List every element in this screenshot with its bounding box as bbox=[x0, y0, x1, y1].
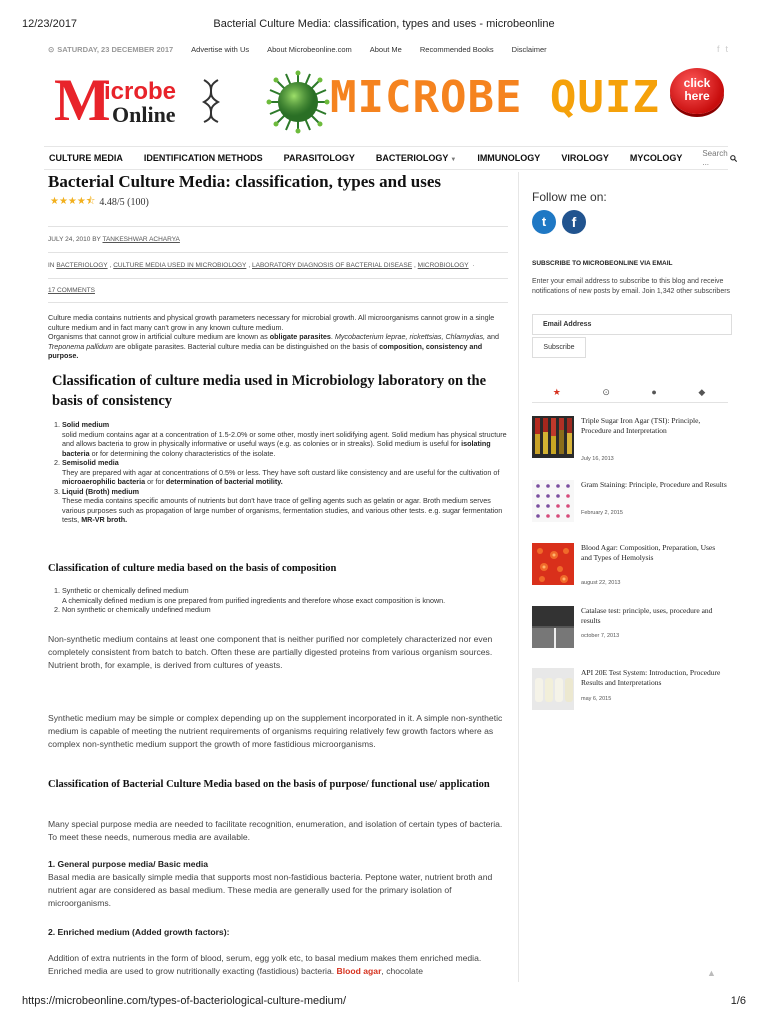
heading-purpose: Classification of Bacterial Culture Media based on the basis of purpose/ functional use/ application bbox=[48, 779, 490, 790]
twitter-icon[interactable]: t bbox=[725, 44, 728, 54]
print-page-number: 1/6 bbox=[730, 995, 746, 1007]
post-meta-categories: IN BACTERIOLOGY , CULTURE MEDIA USED IN MICROBIOLOGY , LABORATORY DIAGNOSIS OF BACTERIAL DISEASE , MICROBIOLOGY · bbox=[48, 262, 475, 269]
top-bar bbox=[48, 42, 728, 56]
facebook-icon[interactable]: f bbox=[716, 44, 720, 54]
divider bbox=[48, 252, 508, 253]
heading-consistency: Classification of culture media used in Microbiology laboratory on the basis of consistency bbox=[52, 373, 487, 410]
tab-recent[interactable]: ⊙ bbox=[602, 386, 610, 397]
sidebar-post[interactable]: Triple Sugar Iron Agar (TSI): Principle, Procedure and Interpretation July 16, 2013 bbox=[532, 416, 728, 464]
site-logo[interactable]: M icrobe Online bbox=[54, 74, 234, 134]
blood-agar-thumbnail bbox=[532, 543, 574, 585]
rating-stars-icon[interactable]: ★★★★⯪ bbox=[50, 196, 96, 207]
microbe-quiz-banner[interactable] bbox=[262, 66, 728, 146]
nav-immunology[interactable]: IMMUNOLOGY bbox=[477, 153, 541, 163]
composition-list: 1. Synthetic or chemically defined medium A chemically defined medium is one prepared from purified ingredients and therefore whose exact composition is known. 2. Non synthetic or chemically undefined medium bbox=[48, 586, 508, 615]
comments-link[interactable]: 17 COMMENTS bbox=[48, 287, 95, 294]
nav-identification-methods[interactable]: IDENTIFICATION METHODS bbox=[143, 153, 263, 163]
topbar-link-about-me[interactable]: About Me bbox=[369, 44, 402, 54]
main-nav bbox=[44, 146, 728, 170]
email-field[interactable]: Email Address bbox=[532, 314, 732, 335]
api-20e-thumbnail bbox=[532, 668, 574, 710]
purpose-intro: Many special purpose media are needed to facilitate recognition, enumeration, and isolation of certain types of bacteria. To meet these needs, numerous media are available. bbox=[48, 819, 503, 842]
enriched-paragraph: Addition of extra nutrients in the form of blood, serum, egg yolk etc, to basal medium makes them enriched media. Enriched media are used to grow nutritionally exacting (fastidious) bacteria. Blood agar, chocolate bbox=[48, 953, 482, 976]
sidebar-post[interactable]: Blood Agar: Composition, Preparation, Uses and Types of Hemolysis august 22, 2013 bbox=[532, 543, 728, 591]
chevron-down-icon: ▼ bbox=[450, 157, 457, 163]
nav-bacteriology[interactable]: BACTERIOLOGY ▼ bbox=[375, 153, 457, 163]
divider bbox=[48, 302, 508, 303]
tab-popular[interactable]: ★ bbox=[552, 386, 561, 397]
twitter-icon[interactable]: t bbox=[532, 210, 556, 234]
gram-stain-thumbnail bbox=[532, 480, 574, 522]
search-icon[interactable] bbox=[730, 154, 737, 163]
nav-mycology[interactable]: MYCOLOGY bbox=[629, 153, 683, 163]
subscribe-description: Enter your email address to subscribe to this blog and receive notifications of new posts by email. Join 1,342 other subscribers bbox=[532, 278, 731, 295]
synthetic-paragraph: Synthetic medium may be simple or complex depending up on the supplement incorporated in it. A simple non-synthetic medium is capable of meeting the nutrient requirements of organisms requiring relatively few growth factors where as complex non-synthetic medium support the growth of more fastidious microorganisms. bbox=[48, 713, 503, 749]
virus-icon bbox=[266, 70, 330, 134]
print-date: 12/23/2017 bbox=[22, 18, 78, 30]
topbar-link-advertise[interactable]: Advertise with Us bbox=[191, 44, 250, 54]
topbar-social bbox=[717, 44, 728, 54]
post-title: Bacterial Culture Media: classification, types and uses bbox=[48, 172, 442, 191]
heading-composition: Classification of culture media based on the basis of composition bbox=[48, 563, 337, 574]
author-link[interactable]: TANKESHWAR ACHARYA bbox=[102, 236, 180, 243]
post-rating[interactable]: ★★★★⯪ 4.48/5 (100) bbox=[50, 194, 149, 211]
nav-virology[interactable]: VIROLOGY bbox=[561, 153, 609, 163]
topbar-link-about-site[interactable]: About Microbeonline.com bbox=[267, 44, 352, 54]
clock-icon: ⊙ bbox=[48, 44, 55, 54]
tab-tags[interactable]: ◆ bbox=[698, 386, 706, 397]
topbar-link-disclaimer[interactable]: Disclaimer bbox=[511, 44, 547, 54]
nav-parasitology[interactable]: PARASITOLOGY bbox=[283, 153, 355, 163]
blood-agar-link[interactable]: Blood agar bbox=[336, 965, 382, 976]
nonsynthetic-paragraph: Non-synthetic medium contains at least one component that is neither purified nor completely characterized nor even completely consistent from batch to batch. Often these are partially digested proteins from various organism sources. Nutrient broth, for example, is derived from cultures of yeasts. bbox=[48, 634, 493, 670]
catalase-test-thumbnail bbox=[532, 606, 574, 648]
category-link[interactable]: CULTURE MEDIA USED IN MICROBIOLOGY bbox=[113, 262, 247, 269]
sidebar-tabs bbox=[532, 384, 726, 400]
sidebar-post[interactable]: API 20E Test System: Introduction, Procedure Results and Interpretations may 6, 2015 bbox=[532, 668, 728, 716]
category-link[interactable]: BACTERIOLOGY bbox=[56, 262, 108, 269]
category-link[interactable]: MICROBIOLOGY bbox=[417, 262, 469, 269]
consistency-list: 1. Solid medium solid medium contains agar at a concentration of 1.5-2.0% or some other, mostly inert solidifying agent. Solid medium has physical structure and allows bacteria to grow in physically informative or useful ways (e.g. as colonies or in streaks). Solid medium is useful for isolating bacteria or for determining the colony characteristics of the isolate. 2. Semisolid media They are prepared with agar at concentrations of 0.5% or less. They have soft custard like consistency and are useful for the cultivation of microaerophilic bacteria or for determination of bacterial motility. 3. Liquid (Broth) medium These media contains specific amounts of nutrients but don't have trace of gelling agents such as gelatin or agar. Broth medium serves various purposes such as propagation of large number of organisms, fermentation studies, and various other tests. e.g. sugar fermentation tests, MR-VR broth. bbox=[48, 420, 508, 525]
facebook-icon[interactable]: f bbox=[562, 210, 586, 234]
intro-paragraph: Culture media contains nutrients and physical growth parameters necessary for microbial growth. All microorganisms cannot grow in a single culture medium and in fact many can't grow in any known culture medium. Organisms that cannot grow in artificial culture medium are known as obligate parasites. Mycobacterium leprae, rickettsias, Chlamydias, and Treponema pallidum are obligate parasites. Bacterial culture media can be distinguished on the basis of composition, consistency and purpose. bbox=[48, 313, 500, 360]
subscribe-button[interactable]: Subscribe bbox=[532, 337, 586, 358]
category-link[interactable]: LABORATORY DIAGNOSIS OF BACTERIAL DISEASE bbox=[252, 262, 413, 269]
sidebar-post[interactable]: Catalase test: principle, uses, procedure and results october 7, 2013 bbox=[532, 606, 728, 654]
scroll-to-top-icon[interactable]: ▲ bbox=[707, 968, 716, 978]
search-input[interactable]: Search ... bbox=[698, 148, 740, 168]
current-date: ⊙ SATURDAY, 23 DECEMBER 2017 bbox=[48, 44, 174, 54]
click-here-button[interactable]: click here bbox=[670, 68, 724, 114]
tab-comments[interactable]: ● bbox=[651, 387, 657, 397]
divider bbox=[48, 278, 508, 279]
sidebar-post[interactable]: Gram Staining: Principle, Procedure and Results February 2, 2015 bbox=[532, 480, 728, 528]
follow-title: Follow me on: bbox=[532, 190, 607, 204]
tsi-tubes-thumbnail bbox=[532, 416, 574, 458]
print-url: https://microbeonline.com/types-of-bacteriological-culture-medium/ bbox=[22, 995, 347, 1007]
quiz-title: MICROBE QUIZ bbox=[330, 72, 660, 123]
post-meta-date: JULY 24, 2010 BY TANKESHWAR ACHARYA bbox=[48, 236, 180, 243]
enriched-title: 2. Enriched medium (Added growth factors): bbox=[48, 927, 230, 937]
divider bbox=[532, 402, 728, 403]
sidebar-divider bbox=[518, 172, 519, 982]
topbar-link-books[interactable]: Recommended Books bbox=[419, 44, 494, 54]
nav-culture-media[interactable]: CULTURE MEDIA bbox=[49, 153, 123, 163]
subscribe-title: SUBSCRIBE TO MICROBEONLINE VIA EMAIL bbox=[532, 260, 673, 267]
dna-icon bbox=[200, 78, 222, 124]
divider bbox=[48, 226, 508, 227]
general-purpose-section: 1. General purpose media/ Basic media Basal media are basically simple media that supports most non-fastidious bacteria. Peptone water, nutrient broth and nutrient agar are considered as basal medium. These media are generally used for the primary isolation of microorganisms. bbox=[48, 859, 493, 908]
print-title: Bacterial Culture Media: classification, types and uses - microbeonline bbox=[213, 18, 555, 30]
